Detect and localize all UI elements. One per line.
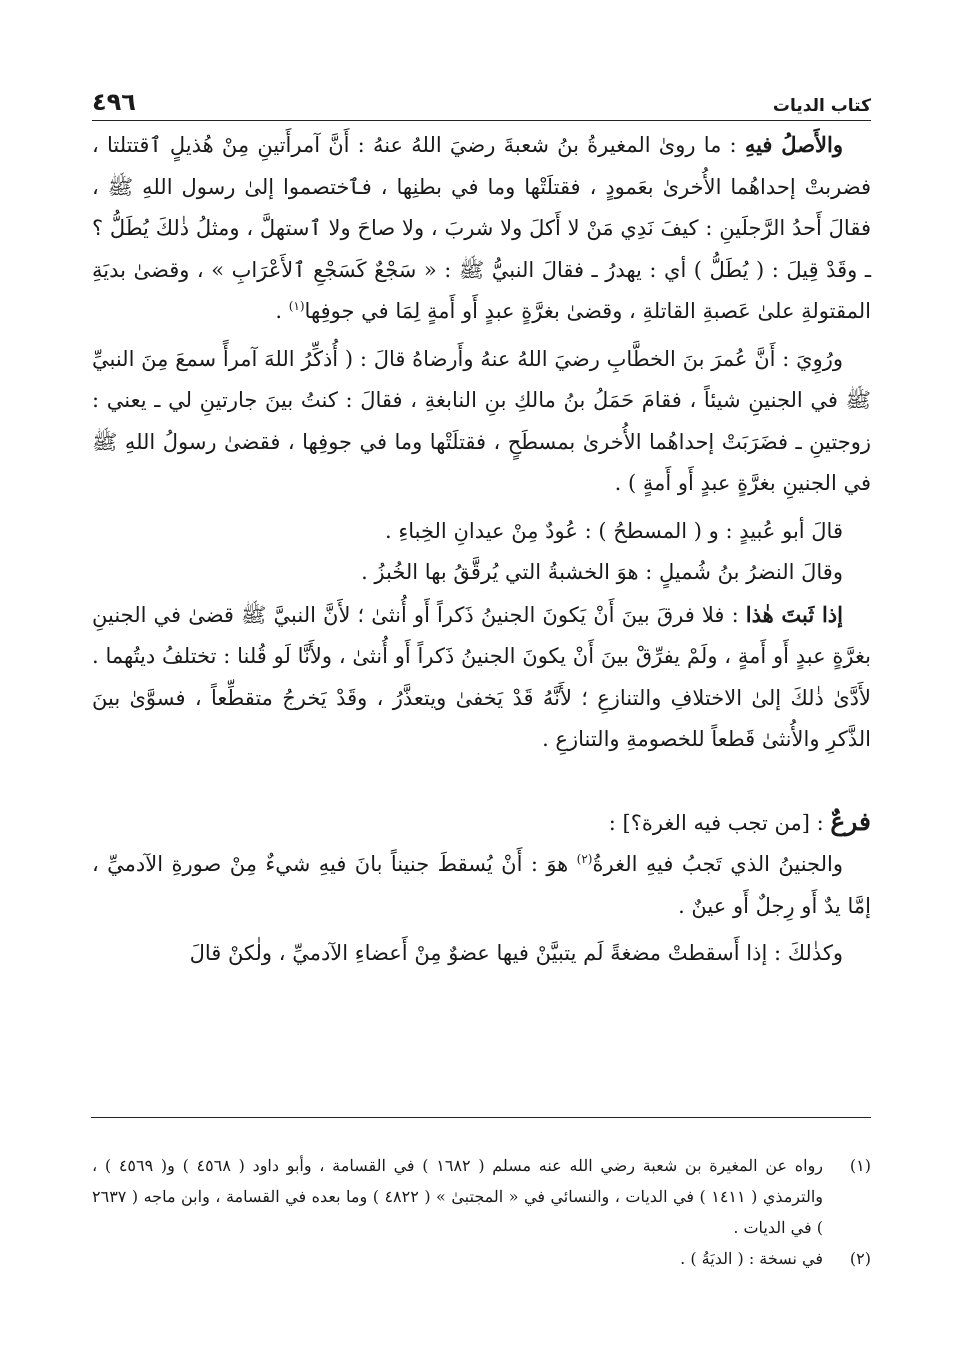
paragraph-origin — [92, 124, 871, 333]
page-number: ٤٩٦ — [92, 88, 136, 116]
paragraph-lead: إذا ثَبتَ هٰذا — [745, 601, 843, 627]
paragraph-lead: والأَصلُ فيهِ — [744, 132, 843, 157]
paragraph-text: هوَ : أَنْ يُسقطَ جنيناً بانَ فيهِ شيءٌ مِنْ صورةِ الآدميِّ ، إمَّا يدٌ أَو رِجلٌ أَو عينٌ . — [92, 852, 871, 918]
paragraph-text: : ما روىٰ المغيرةُ بنُ شعبةَ رضيَ اللهُ عنهُ : أَنَّ آمرأَتينِ مِنْ هُذيلٍ ٱقتتلتا ، فضربتْ إحداهُما الأُخرىٰ بعَمودٍ ، فقتلَتْها وما في بطنِها ، فٱختصموا إلىٰ رسول اللهِ ﷺ ، فقالَ أَحدُ الرَّجلَينِ : كيفَ نَدِي مَنْ لا أَكلَ ولا شربَ ، ولا صاحَ ولا ٱستهلَّ ، ومثلُ ذٰلكَ يُطَلُّ ؟ ـ وقَدْ قِيلَ : ( يُطَلُّ ) أي : يهدرُ ـ فقالَ النبيُّ ﷺ : « سَجْعٌ كَسَجْعِ ٱلأَعْرَابِ » ، وقضىٰ بديَةِ المقتولةِ علىٰ عَصبةِ القاتلةِ ، وقضىٰ بغرَّةٍ عبدٍ أَو أَمةٍ لِمَا في جوفِها — [92, 133, 871, 323]
header-rule — [92, 120, 871, 121]
paragraph-umar: ورُوِيَ : أَنَّ عُمرَ بنَ الخطَّابِ رضيَ اللهُ عنهُ وأَرضاهُ قالَ : ( أُذكِّرُ اللهَ آمرأً سمعَ مِنَ النبيِّ ﷺ في الجنينِ شيئاً ، فقامَ حَمَلُ بنُ مالكِ بنِ النابغةِ ، فقالَ : كنتُ بينَ جارتينِ لي ـ يعني : زوجتينِ ـ فضَرَبَتْ إحداهُما الأُخرىٰ بمسطَحٍ ، فقتلَتْها وما في جوفِها ، فقضىٰ رسولُ اللهِ ﷺ في الجنينِ بغرَّةٍ عبدٍ أَو أَمةٍ ) . — [92, 346, 871, 495]
section-heading — [92, 801, 871, 845]
paragraph-text: : فلا فرقَ بينَ أَنْ يَكونَ الجنينُ ذَكراً أَو أُنثىٰ ؛ لأَنَّ النبيَّ ﷺ قضىٰ في الجنينِ بغرَّةٍ عبدٍ أَو أَمةٍ ، ولَمْ يفرِّقْ بينَ أَنْ يكونَ الجنينُ ذَكراً أَو أُنثىٰ ، ولأَنَّا لَو قُلنا : تختلفُ ديتُهما . لأَدَّىٰ ذٰلكَ إلىٰ الاختلافِ والتنازعِ ؛ لأَنَّهُ قَدْ يَخفىٰ ويتعذَّرُ ، وقَدْ يَخرجُ متقطِّعاً ، فسوَّىٰ بينَ الذَّكرِ والأُنثىٰ قَطعاً للخصومةِ والتنازعِ . — [92, 602, 871, 751]
footnote-text: رواه عن المغيرة بن شعبة رضي الله عنه مسلم ( ١٦٨٢ ) في القسامة ، وأبو داود ( ٤٥٦٨ ) و( ٤٥٦٩ ) ، والترمذي ( ١٤١١ ) في الديات ، والنسائي في « المجتبىٰ » ( ٤٨٢٢ ) وما بعده في القسامة ، وابن ماجه ( ٢٦٣٧ ) في الديات . — [92, 1156, 824, 1237]
footnote-number: (٢) — [849, 1249, 871, 1268]
paragraph-abu-ubaid: قالَ أبو عُبيدٍ : و ( المسطحُ ) : عُودٌ مِنْ عيدانِ الخِباءِ . — [385, 518, 843, 543]
footnote-rule — [91, 1117, 871, 1118]
heading-lead: فرعٌ — [830, 806, 871, 836]
main-text — [92, 124, 871, 975]
paragraph-ruling — [92, 594, 871, 761]
footnote-1 — [92, 1150, 871, 1243]
footnote-number: (١) — [849, 1156, 871, 1175]
paragraph-fetus — [92, 844, 871, 927]
page-header — [92, 80, 871, 116]
footnote-ref-1[interactable]: (١) — [288, 299, 305, 313]
paragraph-embryo: وكذٰلكَ : إذا أَسقطتْ مضغةً لَم يتبيَّنْ فيها عضوٌ مِنْ أَعضاءِ الآدميِّ ، ولٰكنْ قالَ — [189, 941, 843, 965]
footnote-text: في نسخة : ( الديَةُ ) . — [680, 1249, 823, 1268]
footnote-ref-2[interactable]: (٢) — [576, 852, 593, 866]
footnote-2 — [92, 1243, 871, 1274]
heading-text: : [من تجب فيه الغرة؟] : — [608, 810, 831, 835]
running-title: كتاب الديات — [772, 96, 871, 116]
paragraph-end: . — [275, 299, 289, 323]
footnotes — [92, 1150, 871, 1274]
paragraph-text: والجنينُ الذي تَجبُ فيهِ الغرةُ — [592, 852, 843, 876]
paragraph-nadr: وقالَ النضرُ بنُ شُميلٍ : هوَ الخشبةُ التي يُرقَّقُ بها الخُبزُ . — [361, 560, 843, 584]
